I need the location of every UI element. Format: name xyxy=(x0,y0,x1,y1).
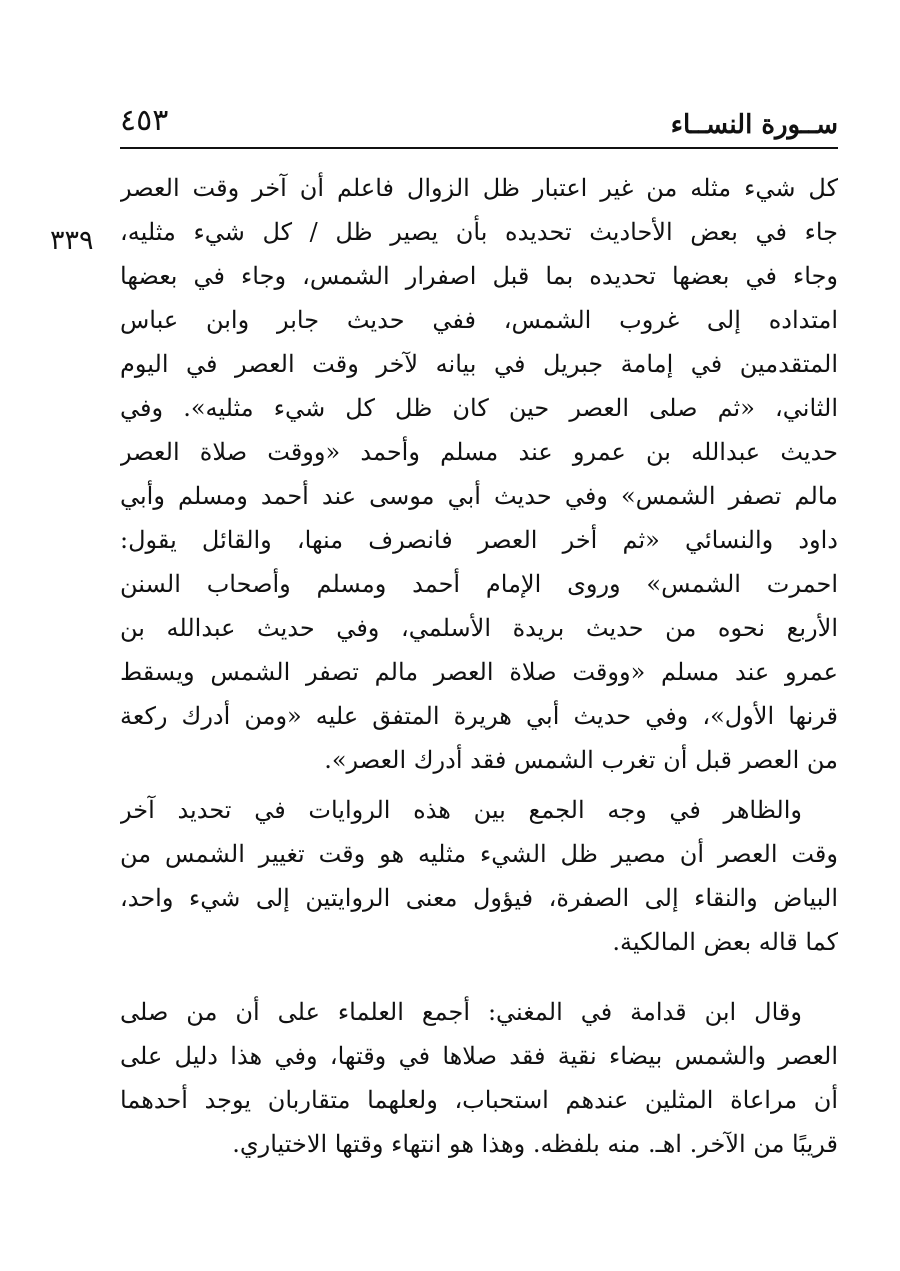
text-line: الثاني، «ثم صلى العصر حين كان ظل كل شيء مثليه». وفي xyxy=(120,394,838,422)
page-number: ٤٥٣ xyxy=(120,103,169,138)
text-line: كما قاله بعض المالكية. xyxy=(612,928,838,956)
surah-title: ســورة النســاء xyxy=(670,110,838,140)
text-line: من العصر قبل أن تغرب الشمس فقد أدرك العصر». xyxy=(324,746,838,774)
paragraph-2 xyxy=(120,788,838,964)
text-line: قريبًا من الآخر. اهـ. منه بلفظه. وهذا هو انتهاء وقتها الاختياري. xyxy=(232,1130,838,1158)
text-line: حديث عبدالله بن عمرو عند مسلم وأحمد «ووقت صلاة العصر xyxy=(120,438,838,466)
text-line: البياض والنقاء إلى الصفرة، فيؤول معنى الروايتين إلى شيء واحد، xyxy=(120,884,838,912)
text-line: كل شيء مثله من غير اعتبار ظل الزوال فاعلم أن آخر وقت العصر xyxy=(120,174,838,202)
text-line: أن مراعاة المثلين عندهم استحباب، ولعلهما متقاربان يوجد أحدهما xyxy=(120,1086,838,1114)
margin-page-marker: ٣٣٩ xyxy=(50,225,94,256)
text-line: وجاء في بعضها تحديده بما قبل اصفرار الشمس، وجاء في بعضها xyxy=(120,262,838,290)
text-line: مالم تصفر الشمس» وفي حديث أبي موسى عند أحمد ومسلم وأبي xyxy=(120,482,838,510)
text-line: وقال ابن قدامة في المغني: أجمع العلماء على أن من صلى xyxy=(120,998,802,1026)
page-header xyxy=(120,104,838,144)
header-rule xyxy=(120,147,838,149)
paragraph-3 xyxy=(120,990,838,1166)
text-line: المتقدمين في إمامة جبريل في بيانه لآخر وقت العصر في اليوم xyxy=(120,350,838,378)
text-line: الأربع نحوه من حديث بريدة الأسلمي، وفي حديث عبدالله بن xyxy=(120,614,838,642)
text-line: داود والنسائي «ثم أخر العصر فانصرف منها، والقائل يقول: xyxy=(120,526,838,554)
text-line: والظاهر في وجه الجمع بين هذه الروايات في تحديد آخر xyxy=(120,796,803,824)
text-line: وقت العصر أن مصير ظل الشيء مثليه هو وقت تغيير الشمس من xyxy=(120,840,838,868)
paragraph-1 xyxy=(120,166,838,782)
text-line: احمرت الشمس» وروى الإمام أحمد ومسلم وأصحاب السنن xyxy=(120,570,838,598)
text-line: العصر والشمس بيضاء نقية فقد صلاها في وقتها، وفي هذا دليل على xyxy=(120,1042,838,1070)
text-line: امتداده إلى غروب الشمس، ففي حديث جابر وابن عباس xyxy=(120,306,838,334)
text-line: عمرو عند مسلم «ووقت صلاة العصر مالم تصفر الشمس ويسقط xyxy=(120,658,838,686)
text-line: جاء في بعض الأحاديث تحديده بأن يصير ظل / كل شيء مثليه، xyxy=(120,218,838,246)
text-line: قرنها الأول»، وفي حديث أبي هريرة المتفق عليه «ومن أدرك ركعة xyxy=(120,702,838,730)
